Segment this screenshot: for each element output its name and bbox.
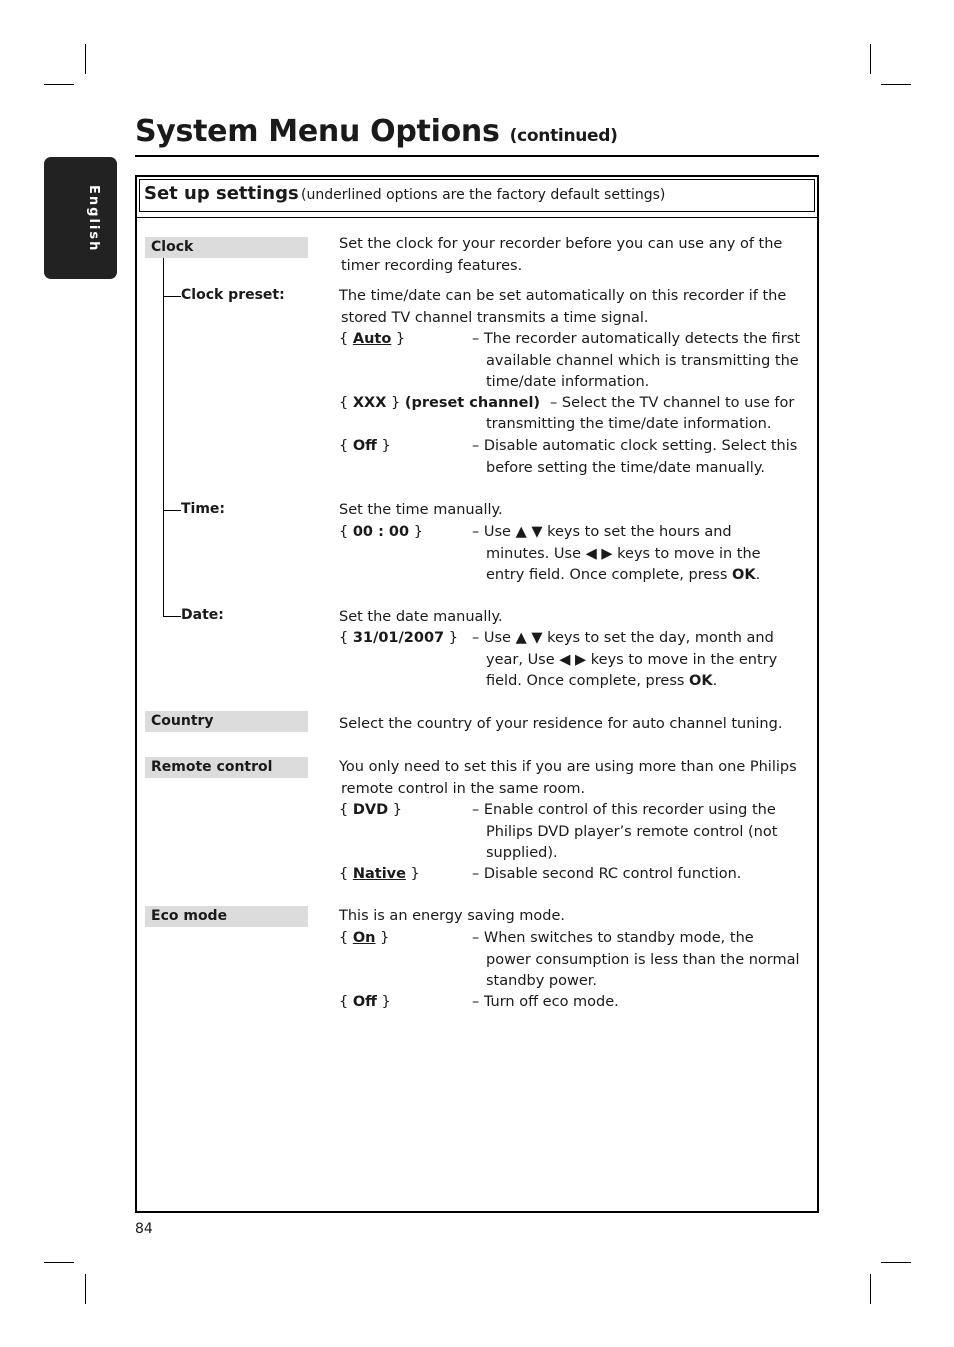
text-line: remote control in the same room. xyxy=(341,780,586,797)
option-value: On xyxy=(352,930,376,946)
section-title: Set up settings xyxy=(144,183,299,204)
desc-line: standby power. xyxy=(486,973,598,989)
desc-text: keys to move in the xyxy=(612,545,761,562)
crop-mark xyxy=(85,1274,86,1304)
brace-open: { xyxy=(339,438,353,454)
option-date-desc xyxy=(472,628,777,693)
brace-close: } xyxy=(376,438,391,454)
desc-text: minutes. Use xyxy=(486,545,586,562)
crop-mark xyxy=(870,1274,871,1304)
text-line: Set the clock for your recorder before you can use any of the xyxy=(339,236,783,252)
brace-open: { xyxy=(339,630,353,646)
option-time-desc xyxy=(472,522,761,587)
option-value: 00 : 00 xyxy=(352,524,410,540)
time-label: Time: xyxy=(181,501,226,517)
tree-branch xyxy=(163,296,181,297)
option-xxx xyxy=(339,393,540,415)
option-value: Off xyxy=(352,438,377,454)
option-eco-off xyxy=(339,992,391,1014)
text-line: stored TV channel transmits a time signal. xyxy=(341,309,649,326)
country-label: Country xyxy=(145,711,308,732)
time-intro: Set the time manually. xyxy=(339,502,503,518)
arrow-up-icon: ▲ xyxy=(515,630,527,646)
desc-line xyxy=(472,522,761,544)
language-tab xyxy=(44,157,117,279)
desc-line: supplied). xyxy=(486,845,558,861)
brace-close: } xyxy=(405,866,420,882)
desc-line xyxy=(472,565,761,587)
option-xxx-desc xyxy=(550,393,794,415)
desc-line: – Turn off eco mode. xyxy=(472,994,619,1010)
option-auto xyxy=(339,329,405,351)
desc-line: power consumption is less than the normal xyxy=(486,951,800,968)
option-time xyxy=(339,522,423,544)
page-title-text: System Menu Options xyxy=(135,114,500,149)
clock-intro xyxy=(339,234,782,277)
page-title xyxy=(135,114,618,149)
brace-open: { xyxy=(339,930,353,946)
option-native-desc xyxy=(472,864,741,886)
brace-close: } xyxy=(388,802,402,818)
desc-line: – The recorder automatically detects the first xyxy=(472,331,800,347)
desc-line: – Select the TV channel to use for xyxy=(550,395,795,411)
tree-branch xyxy=(163,510,181,511)
option-value: Off xyxy=(352,994,377,1010)
clock-preset-label: Clock preset: xyxy=(181,287,285,303)
brace-open: { xyxy=(339,802,353,818)
option-value: Native xyxy=(352,866,406,882)
option-native xyxy=(339,864,420,886)
desc-text: . xyxy=(755,567,761,583)
desc-text: entry field. Once complete, press xyxy=(486,567,732,583)
country-text: Select the country of your residence for auto channel tuning. xyxy=(339,716,783,732)
crop-mark xyxy=(44,1262,74,1263)
arrow-down-icon: ▼ xyxy=(531,630,543,646)
option-dvd-desc xyxy=(472,800,777,865)
brace-open: { xyxy=(339,524,353,540)
language-tab-label: English xyxy=(86,185,101,253)
desc-text: keys to set the day, month and xyxy=(542,630,774,646)
option-auto-desc xyxy=(472,329,800,394)
option-off-desc xyxy=(472,436,797,479)
option-dvd xyxy=(339,800,402,822)
option-xxx-desc-cont xyxy=(472,414,771,436)
desc-line xyxy=(472,650,777,672)
brace-close: } xyxy=(444,630,458,646)
text-line: timer recording features. xyxy=(341,257,523,274)
page-subtitle: (continued) xyxy=(509,126,618,146)
tree-branch xyxy=(163,616,181,617)
option-value: Auto xyxy=(352,331,392,347)
desc-line: available channel which is transmitting the xyxy=(486,352,799,369)
desc-line xyxy=(472,544,761,566)
crop-mark xyxy=(85,44,86,74)
desc-line xyxy=(472,628,777,650)
arrow-left-icon: ◀ xyxy=(559,651,571,668)
option-value: XXX xyxy=(352,395,387,411)
desc-line: – When switches to standby mode, the xyxy=(472,930,754,946)
desc-line: Philips DVD player’s remote control (not xyxy=(486,823,778,840)
brace-close: } xyxy=(376,994,391,1010)
desc-text: keys to set the hours and xyxy=(542,524,732,540)
brace-close: } xyxy=(375,930,390,946)
option-eco-off-desc xyxy=(472,992,619,1014)
desc-text: – Use xyxy=(472,630,516,646)
title-rule xyxy=(135,155,819,157)
brace-open: { xyxy=(339,331,353,347)
option-on-desc xyxy=(472,928,800,993)
crop-mark xyxy=(44,84,74,85)
brace-close: } xyxy=(409,524,423,540)
desc-line: before setting the time/date manually. xyxy=(486,459,765,476)
clock-preset-intro xyxy=(339,286,786,329)
desc-text: year, Use xyxy=(486,651,560,668)
remote-control-label: Remote control xyxy=(145,757,308,778)
desc-line: – Disable automatic clock setting. Select this xyxy=(472,438,798,454)
desc-line: – Enable control of this recorder using the xyxy=(472,802,776,818)
arrow-right-icon: ▶ xyxy=(575,651,587,668)
option-value: 31/01/2007 xyxy=(352,630,445,646)
desc-line: – Disable second RC control function. xyxy=(472,866,742,882)
arrow-right-icon: ▶ xyxy=(601,545,613,562)
crop-mark xyxy=(881,1262,911,1263)
ok-key: OK xyxy=(689,673,713,689)
option-date xyxy=(339,628,458,650)
arrow-up-icon: ▲ xyxy=(515,524,527,540)
desc-line: transmitting the time/date information. xyxy=(486,416,772,432)
section-note: (underlined options are the factory default settings) xyxy=(301,187,666,203)
option-extra: (preset channel) xyxy=(404,395,541,411)
option-off xyxy=(339,436,391,458)
arrow-left-icon: ◀ xyxy=(585,545,597,562)
page-number: 84 xyxy=(135,1221,153,1237)
desc-text: field. Once complete, press xyxy=(486,673,690,689)
desc-line: time/date information. xyxy=(486,374,650,390)
crop-mark xyxy=(881,84,911,85)
brace-open: { xyxy=(339,395,353,411)
brace-open: { xyxy=(339,994,353,1010)
clock-label: Clock xyxy=(145,237,308,258)
tree-connector xyxy=(163,258,164,617)
option-value: DVD xyxy=(352,802,389,818)
brace-close: } xyxy=(386,395,405,411)
option-on xyxy=(339,928,389,950)
crop-mark xyxy=(870,44,871,74)
section-header-rule xyxy=(137,217,817,218)
desc-text: – Use xyxy=(472,524,516,540)
text-line: You only need to set this if you are using more than one Philips xyxy=(339,759,797,775)
text-line: The time/date can be set automatically on this recorder if the xyxy=(339,288,787,304)
desc-text: keys to move in the entry xyxy=(586,651,778,668)
arrow-down-icon: ▼ xyxy=(531,524,543,540)
brace-close: } xyxy=(391,331,406,347)
desc-line xyxy=(472,671,777,693)
eco-mode-intro: This is an energy saving mode. xyxy=(339,908,566,924)
brace-open: { xyxy=(339,866,353,882)
desc-text: . xyxy=(712,673,718,689)
remote-control-intro xyxy=(339,757,797,800)
date-label: Date: xyxy=(181,607,224,623)
eco-mode-label: Eco mode xyxy=(145,906,308,927)
date-intro: Set the date manually. xyxy=(339,609,503,625)
ok-key: OK xyxy=(732,567,756,583)
